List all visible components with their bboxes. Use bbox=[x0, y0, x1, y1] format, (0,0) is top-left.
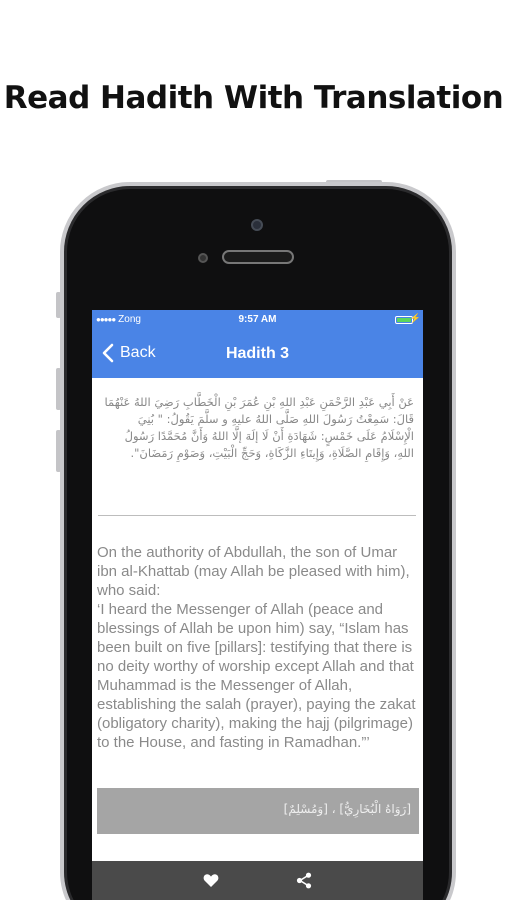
heart-icon[interactable] bbox=[203, 873, 219, 888]
hadith-arabic-text: عَنْ أَبِي عَبْدِ الرَّحْمَنِ عَبْدِ اللهِ بْنِ عُمَرَ بْنِ الْخَطَّابِ رَضِيَ اللهُ عَنْهُمَا قَالَ: سَمِعْتُ رَسُولَ اللهِ صَلَّى اللهُ عليهِ و سلَّمَ يَقُولُ: " بُنِيَ الْإِسْلَامُ عَلَى خَمْسٍ: شَهَادَةِ أَنْ لَا إلَهَ إلَّا اللهُ وَأَنَّ مُحَمَّدًا رَسُولُ اللهِ، وَإِقَامِ الصَّلَاةِ، وَإِيتَاءِ الزَّكَاةِ، وَحَجِّ الْبَيْتِ، وَصَوْمِ رَمَضَانَ". bbox=[104, 395, 414, 460]
carrier-name: Zong bbox=[118, 314, 141, 325]
earpiece-speaker bbox=[222, 250, 294, 264]
promo-title: Read Hadith With Translation bbox=[3, 80, 504, 116]
back-label: Back bbox=[120, 344, 156, 361]
page-title: Hadith 3 bbox=[225, 345, 290, 362]
bottom-toolbar bbox=[92, 861, 423, 900]
hadith-translation-text: On the authority of Abdullah, the son of Umar ibn al-Khattab (may Allah be pleased with him), who said: ‘I heard the Messenger of Allah (peace and blessings of Allah be upon him) say, “Islam has been built on five [pillars]: testifying that there is no deity worthy of worship except Allah and that Muhammad is the Messenger of Allah, establishing the salah (prayer), paying the zakat (obligatory charity), making the hajj (pilgrimage) to the House, and fasting in Ramadhan.”’ bbox=[97, 544, 416, 751]
hadith-reference-box bbox=[97, 788, 419, 834]
charging-icon: ⚡ bbox=[409, 313, 421, 323]
navigation-bar bbox=[92, 330, 423, 378]
front-camera bbox=[251, 219, 263, 231]
status-bar bbox=[92, 310, 423, 330]
divider bbox=[98, 515, 416, 516]
proximity-sensor bbox=[198, 253, 208, 263]
phone-screen bbox=[92, 310, 423, 900]
share-icon[interactable] bbox=[296, 872, 312, 889]
status-time: 9:57 AM bbox=[238, 314, 277, 325]
signal-strength: ●●●●● bbox=[96, 315, 116, 324]
hadith-reference: [رَوَاهُ الْبُخَارِيُّ] ، [وَمُسْلِمٌ] bbox=[283, 802, 411, 816]
